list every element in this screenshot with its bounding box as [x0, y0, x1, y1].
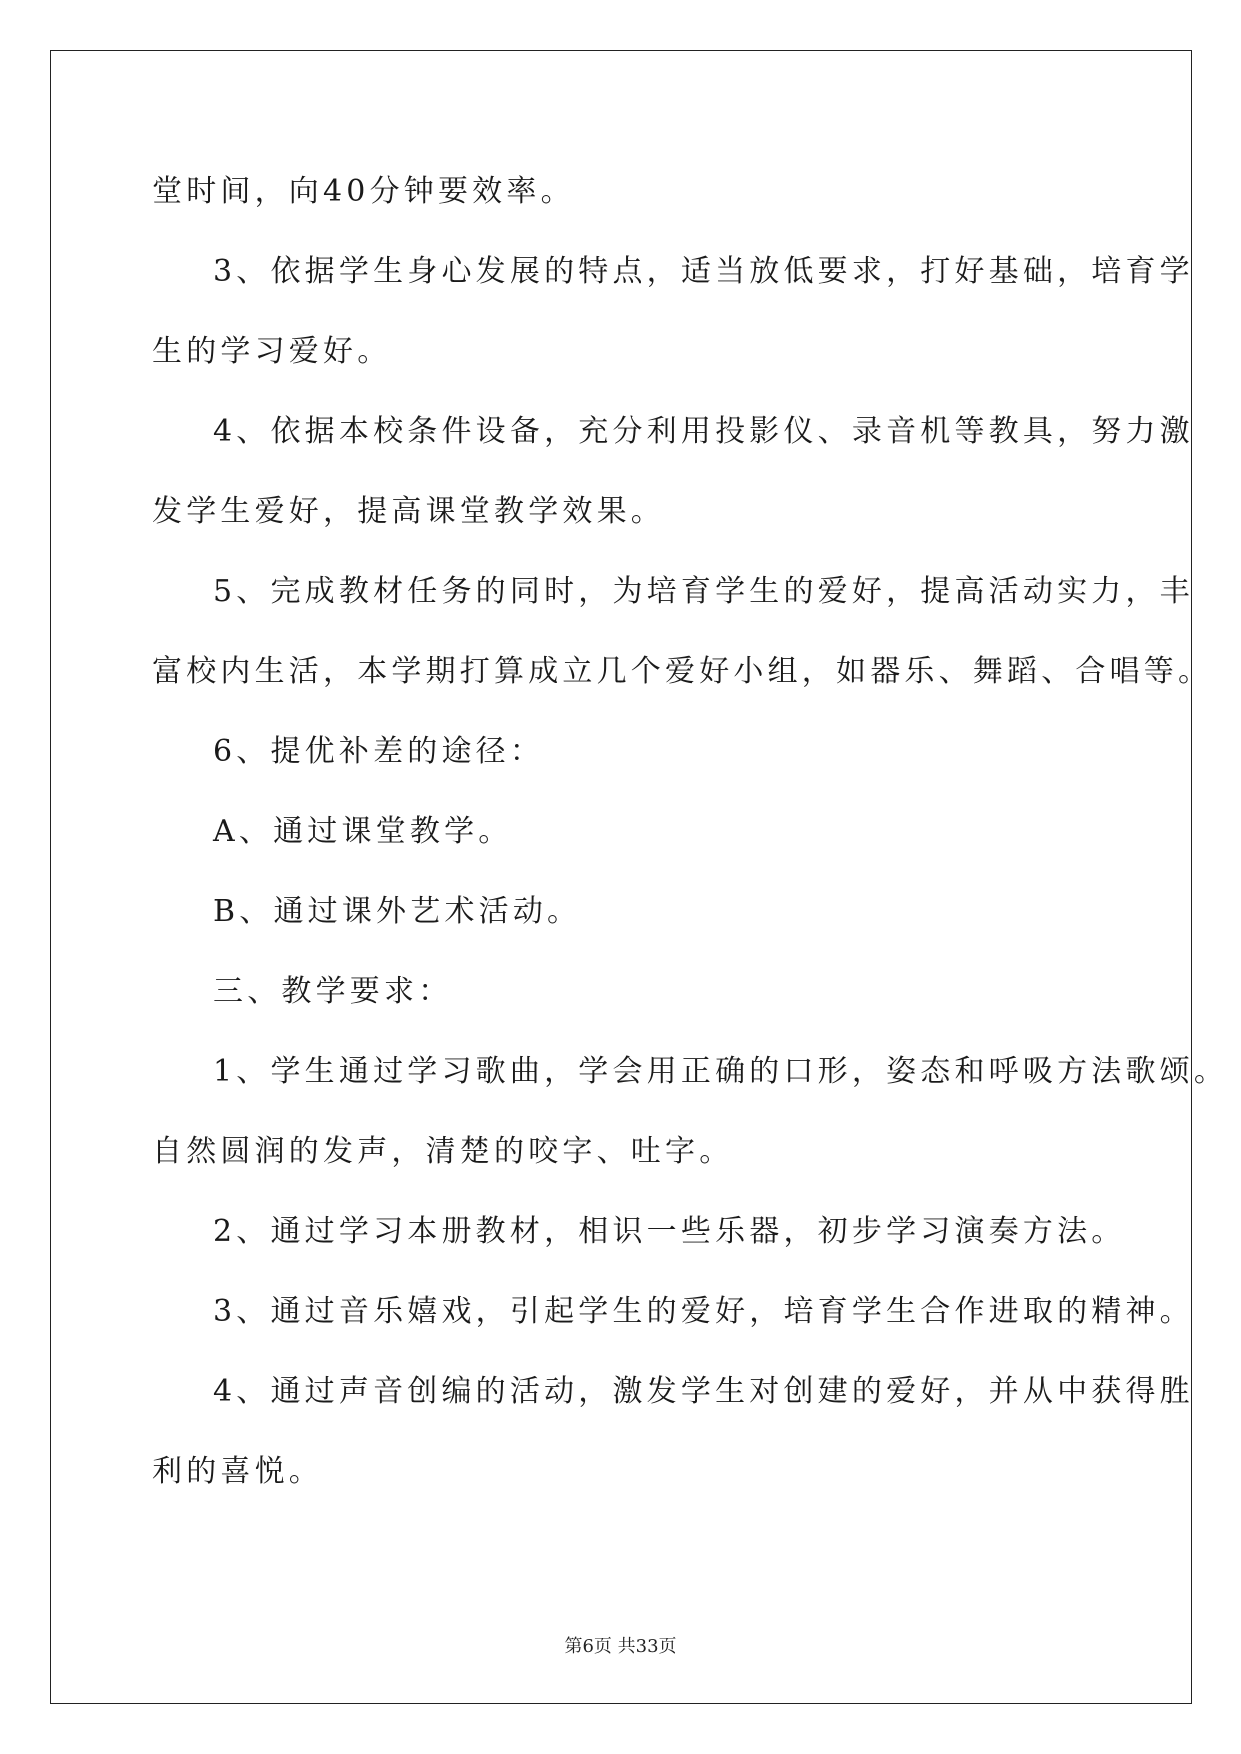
section-heading: 三、教学要求：	[213, 974, 453, 1009]
text-line: 1、学生通过学习歌曲，学会用正确的口形，姿态和呼吸方法歌颂。	[213, 1054, 1229, 1089]
text-line: 4、依据本校条件设备，充分利用投影仪、录音机等教具，努力激	[213, 414, 1194, 449]
text-line: B、通过课外艺术活动。	[213, 894, 582, 929]
text-line: 堂时间，向40分钟要效率。	[152, 174, 575, 209]
text-line: 发学生爱好，提高课堂教学效果。	[152, 494, 665, 529]
text-line: 4、通过声音创编的活动，激发学生对创建的爱好，并从中获得胜	[213, 1374, 1194, 1409]
text-line: 生的学习爱好。	[152, 334, 392, 369]
text-line: 富校内生活，本学期打算成立几个爱好小组，如器乐、舞蹈、合唱等。	[152, 654, 1213, 689]
text-line: 利的喜悦。	[152, 1454, 323, 1489]
text-line: 5、完成教材任务的同时，为培育学生的爱好，提高活动实力，丰	[213, 574, 1194, 609]
text-line: 2、通过学习本册教材，相识一些乐器，初步学习演奏方法。	[213, 1214, 1126, 1249]
page-number-footer: 第6页 共33页	[564, 1636, 677, 1657]
text-line: 6、提优补差的途径：	[213, 734, 545, 769]
text-line: A、通过课堂教学。	[213, 814, 513, 849]
text-line: 3、通过音乐嬉戏，引起学生的爱好，培育学生合作进取的精神。	[213, 1294, 1194, 1329]
text-line: 自然圆润的发声，清楚的咬字、吐字。	[152, 1134, 734, 1169]
text-line: 3、依据学生身心发展的特点，适当放低要求，打好基础，培育学	[213, 254, 1194, 289]
